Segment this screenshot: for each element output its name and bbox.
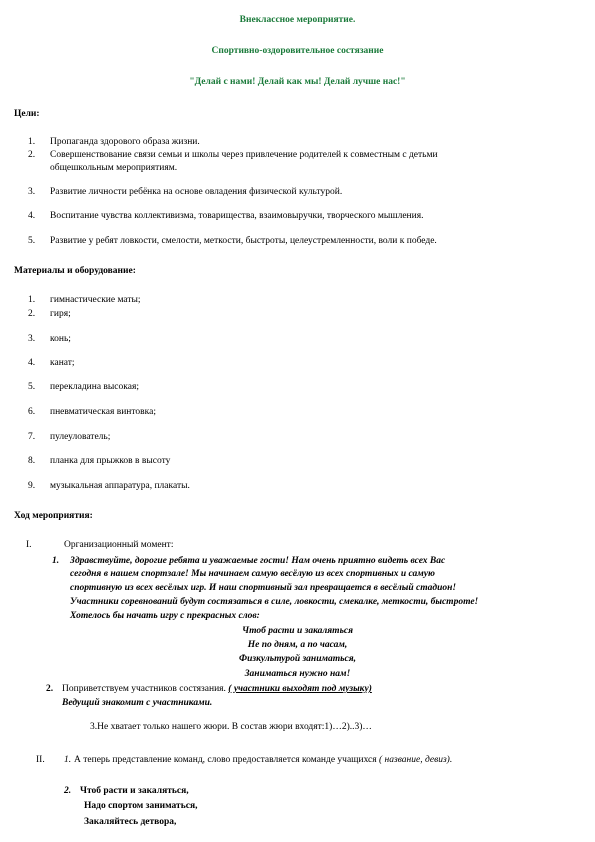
poem-line: Физкультурой заниматься, — [239, 654, 356, 664]
subitem-number: 1. — [52, 556, 60, 566]
list-number: 9. — [28, 481, 36, 491]
list-text: Развитие у ребят ловкости, смелости, меткости, быстроты, целеустремленности, воли к победе. — [50, 236, 437, 246]
speech-line: Хотелось бы начать игру с прекрасных слов: — [70, 611, 260, 621]
list-number: 7. — [28, 432, 36, 442]
subitem-number: 1. — [64, 755, 72, 765]
list-number: 3. — [28, 334, 36, 344]
verse-line: Закаляйтесь детвора, — [84, 817, 177, 827]
teams-note: ( название, девиз). — [379, 755, 453, 765]
roman-numeral: I. — [26, 540, 32, 550]
section-title: Организационный момент: — [64, 540, 174, 550]
list-text: гимнастические маты; — [50, 295, 141, 305]
roman-numeral: II. — [36, 755, 45, 765]
list-text: Совершенствование связи семьи и школы через привлечение родителей к совместным с детьми — [50, 150, 438, 160]
list-number: 4. — [28, 358, 36, 368]
poem-line: Чтоб расти и закаляться — [241, 626, 354, 636]
poem-line: Заниматься нужно нам! — [244, 669, 351, 679]
teams-text: А теперь представление команд, слово предоставляется команде учащихся — [74, 755, 380, 765]
list-number: 2. — [28, 309, 36, 319]
verse-line: Надо спортом заниматься, — [84, 801, 198, 811]
subitem-number: 2. — [46, 684, 54, 694]
list-number: 2. — [28, 150, 36, 160]
list-text: планка для прыжков в высоту — [50, 456, 171, 466]
subitem-number: 2. — [64, 786, 72, 796]
list-number: 4. — [28, 211, 36, 221]
teams-line — [74, 754, 452, 766]
speech-line: Участники соревнований будут состязаться в силе, ловкости, смекалке, меткости, быстроте! — [70, 597, 479, 607]
list-number: 5. — [28, 236, 36, 246]
greeting-line — [62, 683, 372, 695]
speech-line: сегодня в нашем спортзале! Мы начинаем самую весёлую из всех спортивных и самую — [70, 569, 435, 579]
goals-heading: Цели: — [14, 109, 40, 119]
list-text: перекладина высокая; — [50, 382, 139, 392]
event-subtitle: Спортивно-оздоровительное состязание — [211, 46, 384, 56]
event-type-title: Внеклассное мероприятие. — [239, 15, 356, 25]
list-number: 6. — [28, 407, 36, 417]
list-text: канат; — [50, 358, 75, 368]
list-text: музыкальная аппаратура, плакаты. — [50, 481, 190, 491]
host-intro: Ведущий знакомит с участниками. — [62, 698, 213, 708]
verse-line: Чтоб расти и закаляться, — [80, 786, 189, 796]
list-number: 8. — [28, 456, 36, 466]
list-text: гиря; — [50, 309, 71, 319]
greeting-note: ( участники выходят под музыку) — [228, 684, 372, 694]
list-text: пневматическая винтовка; — [50, 407, 156, 417]
greeting-text: Поприветствуем участников состязания. — [62, 684, 229, 694]
list-number: 1. — [28, 137, 36, 147]
list-text: Воспитание чувства коллективизма, товарищества, взаимовыручки, творческого мышления. — [50, 211, 424, 221]
materials-heading: Материалы и оборудование: — [14, 266, 136, 276]
event-flow-heading: Ход мероприятия: — [14, 511, 93, 521]
speech-line: Здравствуйте, дорогие ребята и уважаемые гости! Нам очень приятно видеть всех Вас — [70, 556, 446, 566]
list-number: 1. — [28, 295, 36, 305]
list-text: пулеулователь; — [50, 432, 111, 442]
event-motto: "Делай с нами! Делай как мы! Делай лучше нас!" — [189, 77, 406, 87]
speech-line: спортивную из всех весёлых игр. И наш спортивный зал превращается в весёлый стадион! — [70, 583, 457, 593]
list-text: Пропаганда здорового образа жизни. — [50, 137, 200, 147]
list-text: Развитие личности ребёнка на основе овладения физической культурой. — [50, 187, 343, 197]
poem-line: Не по дням, а по часам, — [247, 640, 348, 650]
jury-line: 3.Не хватает только нашего жюри. В состав жюри входят:1)…2)..3)… — [90, 722, 372, 732]
list-number: 5. — [28, 382, 36, 392]
list-number: 3. — [28, 187, 36, 197]
list-text: конь; — [50, 334, 71, 344]
list-text-continuation: общешкольным мероприятиям. — [50, 163, 178, 173]
